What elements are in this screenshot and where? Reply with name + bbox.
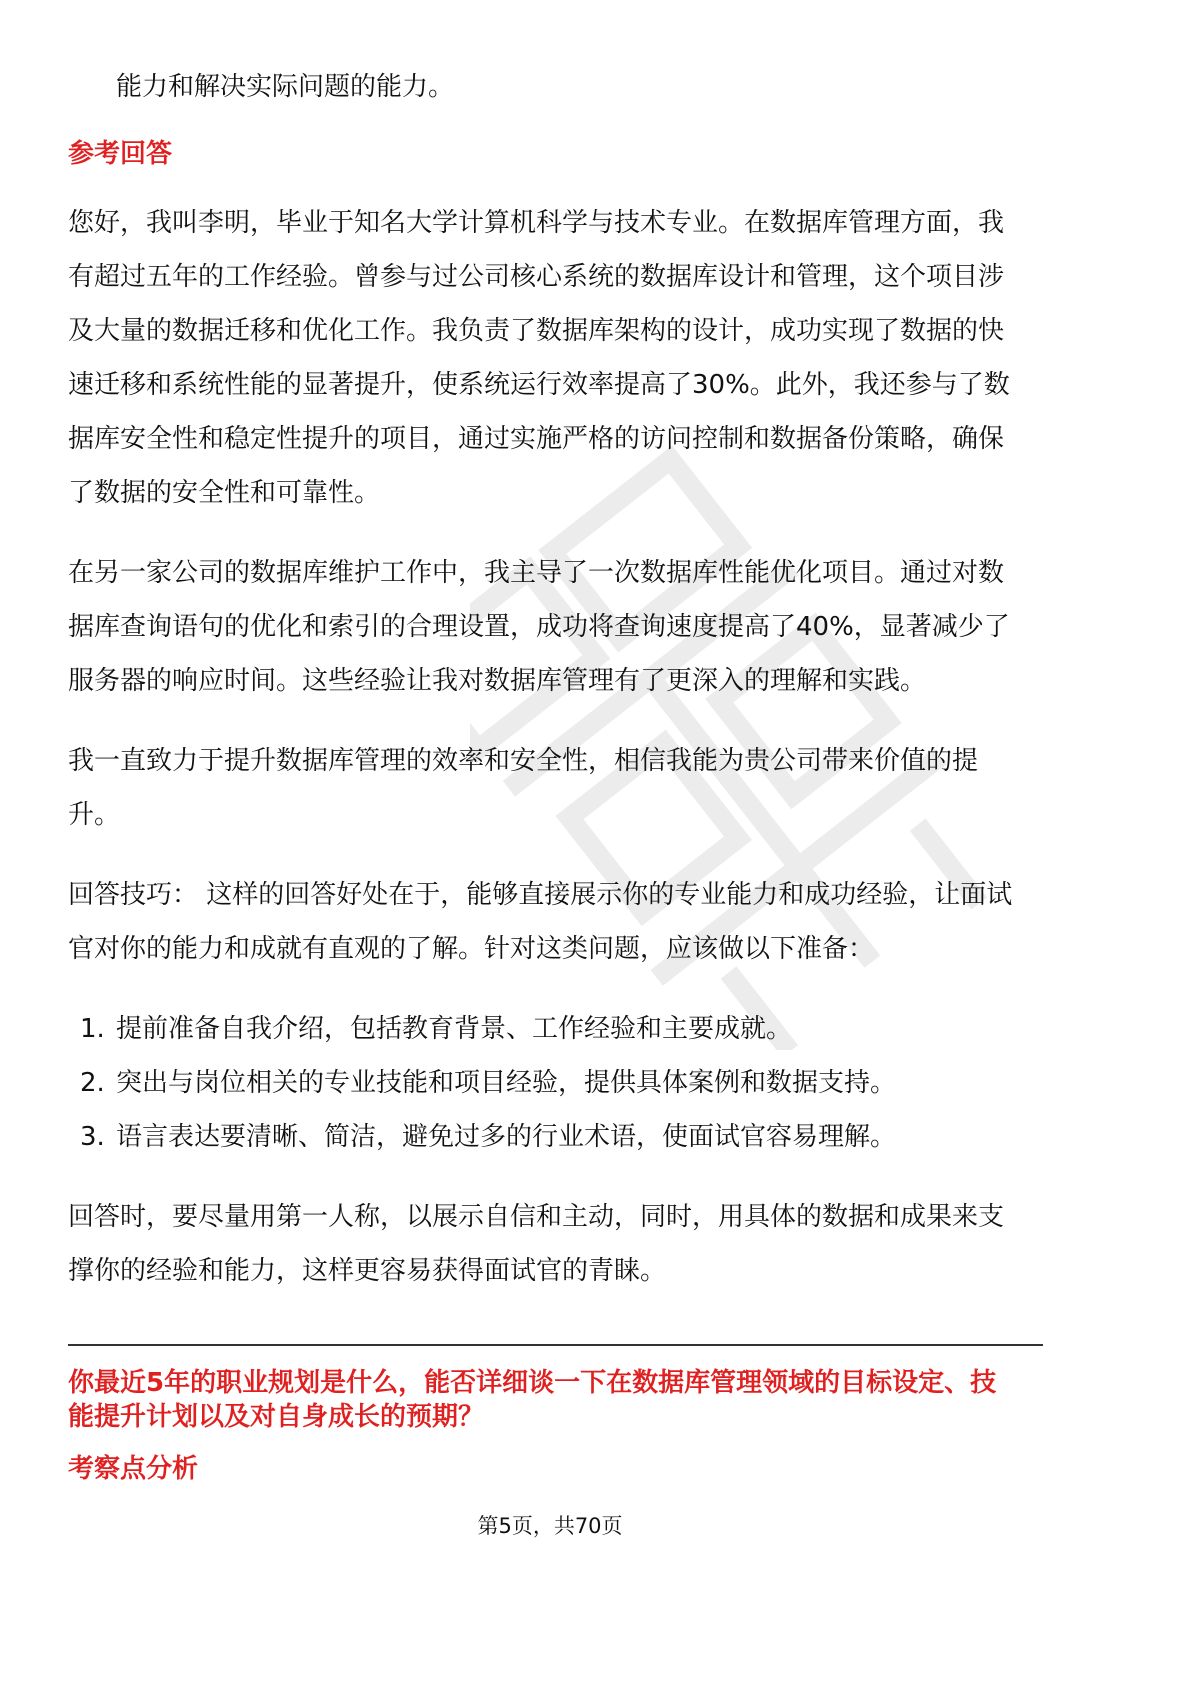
list-item xyxy=(68,1056,896,1110)
preparation-list xyxy=(68,1002,896,1164)
list-item-text: 突出与岗位相关的专业技能和项目经验，提供具体案例和数据支持。 xyxy=(116,1068,897,1098)
list-number: 3. xyxy=(80,1122,105,1152)
text-line: 撑你的经验和能力，这样更容易获得面试官的青睐。 xyxy=(68,1256,667,1286)
list-item xyxy=(68,1110,896,1164)
section-divider xyxy=(68,1344,1043,1346)
text-line: 据库安全性和稳定性提升的项目，通过实施严格的访问控制和数据备份策略，确保 xyxy=(68,424,1005,454)
text-line: 服务器的响应时间。这些经验让我对数据库管理有了更深入的理解和实践。 xyxy=(68,666,927,696)
question-line: 能提升计划以及对自身成长的预期？ xyxy=(68,1402,485,1432)
text-line: 有超过五年的工作经验。曾参与过公司核心系统的数据库设计和管理，这个项目涉 xyxy=(68,262,1005,292)
next-question-heading xyxy=(68,1366,1043,1434)
text-line: 官对你的能力和成就有直观的了解。针对这类问题，应该做以下准备： xyxy=(68,934,875,964)
text-line: 及大量的数据迁移和优化工作。我负责了数据库架构的设计，成功实现了数据的快 xyxy=(68,316,1005,346)
text-line: 我一直致力于提升数据库管理的效率和安全性，相信我能为贵公司带来价值的提 xyxy=(68,746,979,776)
list-item xyxy=(68,1002,896,1056)
list-number: 2. xyxy=(80,1068,105,1098)
analysis-heading: 考察点分析 xyxy=(68,1454,199,1484)
text-line: 在另一家公司的数据库维护工作中，我主导了一次数据库性能优化项目。通过对数 xyxy=(68,558,1005,588)
text-line: 升。 xyxy=(68,800,121,830)
text-line: 回答技巧： 这样的回答好处在于，能够直接展示你的专业能力和成功经验，让面试 xyxy=(68,880,1013,910)
answer-tips-paragraph xyxy=(68,868,1043,976)
continuation-text: 能力和解决实际问题的能力。 xyxy=(116,72,455,102)
text-line: 了数据的安全性和可靠性。 xyxy=(68,478,381,508)
answer-paragraph-1 xyxy=(68,196,1043,520)
closing-paragraph xyxy=(68,1190,1043,1298)
text-line: 据库查询语句的优化和索引的合理设置，成功将查询速度提高了40%，显著减少了 xyxy=(68,612,1010,642)
list-item-text: 提前准备自我介绍，包括教育背景、工作经验和主要成就。 xyxy=(116,1014,793,1044)
text-line: 您好，我叫李明，毕业于知名大学计算机科学与技术专业。在数据库管理方面，我 xyxy=(68,208,1005,238)
page-footer: 第5页，共70页 xyxy=(477,1514,623,1538)
answer-paragraph-3 xyxy=(68,734,1043,842)
text-line: 速迁移和系统性能的显著提升，使系统运行效率提高了30%。此外，我还参与了数 xyxy=(68,370,1010,400)
answer-paragraph-2 xyxy=(68,546,1043,708)
question-line: 你最近5年的职业规划是什么，能否详细谈一下在数据库管理领域的目标设定、技 xyxy=(68,1368,997,1398)
text-line: 回答时，要尽量用第一人称，以展示自信和主动，同时，用具体的数据和成果来支 xyxy=(68,1202,1005,1232)
reference-answer-heading: 参考回答 xyxy=(68,139,173,169)
list-number: 1. xyxy=(80,1014,105,1044)
list-item-text: 语言表达要清晰、简洁，避免过多的行业术语，使面试官容易理解。 xyxy=(116,1122,897,1152)
